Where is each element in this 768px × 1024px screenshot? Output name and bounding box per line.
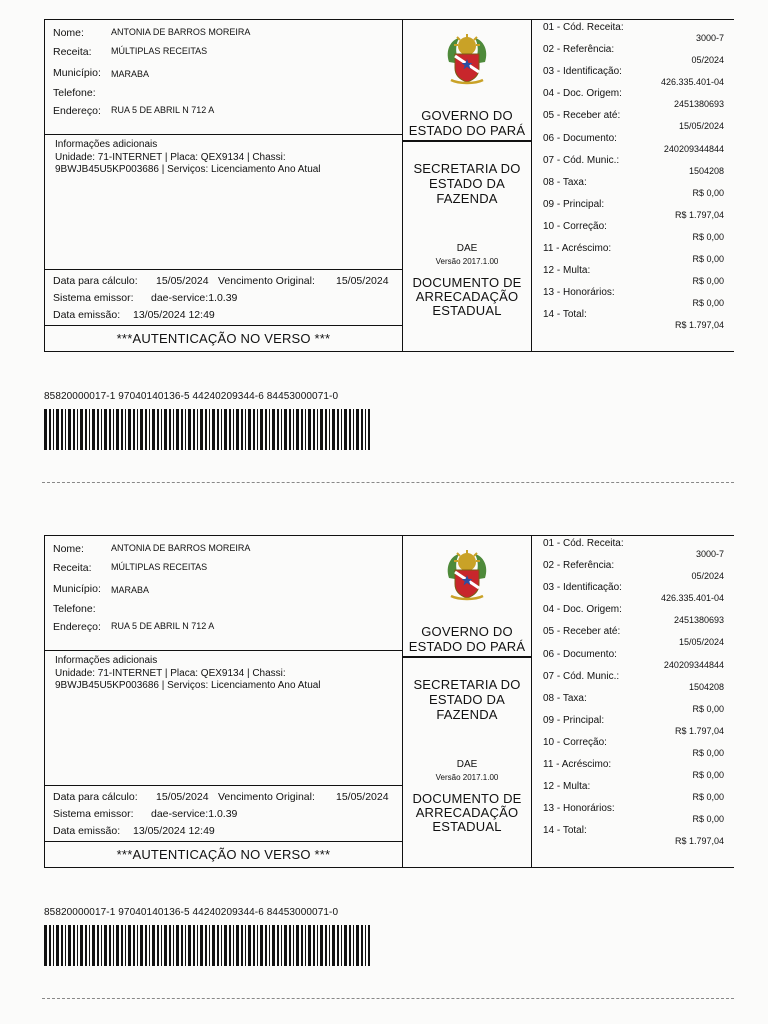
barcode-bar (101, 409, 102, 450)
barcode-bar (313, 409, 315, 450)
barcode-bar (248, 409, 251, 450)
municipio-label: Município: (53, 583, 101, 595)
municipio-label: Município: (53, 67, 101, 79)
info-line-1: Unidade: 71-INTERNET | Placa: QEX9134 | Chassi: (55, 152, 286, 163)
field-value: R$ 1.797,04 (674, 320, 724, 331)
dae-stub-top (0, 0, 768, 500)
field-value: 05/2024 (691, 571, 724, 582)
barcode-bar (109, 925, 111, 966)
endereco-value: RUA 5 DE ABRIL N 712 A (111, 105, 215, 115)
barcode-bar (269, 925, 270, 966)
barcode-bar (200, 409, 203, 450)
barcode-bar (80, 409, 83, 450)
barcode-bar (197, 925, 198, 966)
barcode-bar (85, 409, 87, 450)
barcode-bar (137, 409, 138, 450)
barcode-bar (133, 925, 135, 966)
nome-label: Nome: (53, 543, 84, 555)
barcode-bar (140, 925, 143, 966)
barcode-bar (205, 409, 207, 450)
field-value: R$ 1.797,04 (674, 209, 724, 220)
municipio-value: MARABA (111, 585, 150, 595)
barcode-bar (104, 409, 107, 450)
barcode-bar (152, 925, 155, 966)
barcode-bar (224, 925, 227, 966)
barcode-bar (128, 409, 131, 450)
info-line-2: 9BWJB45U5KP003686 | Serviços: Licenciamento Ano Atual (55, 164, 321, 175)
vencimento-value: 15/05/2024 (336, 275, 389, 287)
cut-line (42, 998, 734, 999)
field-label: 07 - Cód. Munic.: (543, 670, 620, 682)
telefone-label: Telefone: (53, 603, 96, 615)
barcode-bar (149, 925, 150, 966)
barcode-bar (253, 925, 255, 966)
barcode-bar (265, 925, 267, 966)
gov-line-1: GOVERNO DO (421, 108, 513, 123)
barcode-bar (161, 925, 162, 966)
barcode-bar (137, 925, 138, 966)
barcode-bar (161, 409, 162, 450)
field-value: R$ 0,00 (692, 814, 724, 825)
barcode-bar (113, 409, 114, 450)
barcode-bar (200, 925, 203, 966)
data-calculo-label: Data para cálculo: (53, 275, 138, 287)
barcode-bar (353, 925, 354, 966)
municipio-value: MARABA (111, 69, 150, 79)
barcode-bar (233, 925, 234, 966)
barcode-bar (313, 925, 315, 966)
barcode-bar (293, 409, 294, 450)
barcode-bar (176, 925, 179, 966)
barcode-bar (320, 925, 323, 966)
para-seal-icon (441, 32, 493, 86)
barcode-bar (281, 409, 282, 450)
barcode-bar (133, 409, 135, 450)
barcode-bar (253, 409, 255, 450)
field-value: R$ 0,00 (692, 792, 724, 803)
barcode-bar (308, 409, 311, 450)
field-value: 15/05/2024 (678, 121, 724, 132)
barcode-bar (53, 409, 54, 450)
para-seal-icon (441, 548, 493, 602)
barcode-bar (121, 925, 123, 966)
field-label: 02 - Referência: (543, 560, 615, 572)
field-label: 12 - Multa: (543, 265, 591, 277)
field-value: 1504208 (688, 165, 724, 176)
barcode-bar (65, 409, 66, 450)
barcode-bar (221, 409, 222, 450)
field-label: 13 - Honorários: (543, 803, 615, 815)
barcode-bar (89, 409, 90, 450)
barcode (44, 409, 370, 450)
field-value: R$ 0,00 (692, 770, 724, 780)
barcode-bar (193, 925, 195, 966)
field-value: 3000-7 (695, 549, 724, 559)
versao-label: Versão 2017.1.00 (435, 257, 499, 266)
barcode-bar (49, 925, 51, 966)
barcode-bar (149, 409, 150, 450)
barcode-bar (305, 409, 306, 450)
field-label: 01 - Cód. Receita: (543, 22, 624, 33)
barcode-bar (260, 409, 263, 450)
barcode-bar (365, 409, 366, 450)
barcode-bar (209, 409, 210, 450)
barcode-bar (344, 925, 347, 966)
barcode-bar (97, 409, 99, 450)
barcode-bar (296, 409, 299, 450)
barcode-bar (356, 925, 359, 966)
barcode-bar (269, 409, 270, 450)
sec-line-1: SECRETARIA DO (413, 161, 521, 176)
barcode-bar (212, 409, 215, 450)
barcode-bar (317, 925, 318, 966)
barcode-bar (173, 925, 174, 966)
barcode-bar (325, 925, 327, 966)
barcode-bar (241, 925, 243, 966)
barcode-bar (56, 409, 59, 450)
sec-line-3: FAZENDA (436, 707, 498, 722)
barcode-bar (65, 925, 66, 966)
barcode-bar (68, 925, 71, 966)
barcode-line: 85820000017-1 97040140136-5 44240209344-6 84453000071-0 (44, 907, 339, 918)
barcode-bar (125, 925, 126, 966)
barcode-bar (344, 409, 347, 450)
barcode-bar (281, 925, 282, 966)
barcode-bar (173, 409, 174, 450)
doc-line-1: DOCUMENTO DE (412, 791, 522, 806)
barcode-bar (341, 925, 342, 966)
field-label: 03 - Identificação: (543, 66, 622, 78)
field-value: R$ 0,00 (692, 298, 724, 309)
barcode-bar (205, 925, 207, 966)
field-value: 240209344844 (663, 143, 724, 154)
center-divider (402, 656, 532, 658)
field-label: 05 - Receber até: (543, 626, 621, 638)
barcode-bar (113, 925, 114, 966)
barcode-bar (53, 925, 54, 966)
dae-label: DAE (456, 243, 478, 254)
barcode-bar (116, 409, 119, 450)
barcode-bar (277, 925, 279, 966)
sec-line-3: FAZENDA (436, 191, 498, 206)
field-label: 14 - Total: (543, 825, 587, 837)
receita-value: MÚLTIPLAS RECEITAS (111, 562, 208, 572)
barcode-bar (353, 409, 354, 450)
barcode-bar (61, 925, 63, 966)
barcode-bar (356, 409, 359, 450)
field-value: 15/05/2024 (678, 637, 724, 648)
field-label: 08 - Taxa: (543, 692, 587, 704)
info-title: Informações adicionais (55, 655, 158, 666)
barcode-bar (157, 409, 159, 450)
barcode-bar (209, 925, 210, 966)
barcode-bar (49, 409, 51, 450)
barcode-bar (329, 409, 330, 450)
vencimento-label: Vencimento Original: (218, 275, 315, 287)
barcode-bar (128, 925, 131, 966)
sec-line-2: ESTADO DA (429, 176, 505, 191)
barcode-bar (236, 925, 239, 966)
field-label: 10 - Correção: (543, 220, 607, 232)
barcode-bar (301, 925, 303, 966)
barcode-bar (145, 409, 147, 450)
barcode-bar (217, 409, 219, 450)
barcode-bar (44, 925, 47, 966)
barcode (44, 925, 370, 966)
barcode-bar (305, 925, 306, 966)
barcode-bar (80, 925, 83, 966)
sistema-label: Sistema emissor: (53, 808, 134, 820)
barcode-bar (164, 409, 167, 450)
info-line-2: 9BWJB45U5KP003686 | Serviços: Licenciamento Ano Atual (55, 680, 321, 691)
doc-line-2: ARRECADAÇÃO (415, 805, 519, 820)
field-label: 13 - Honorários: (543, 287, 615, 299)
barcode-bar (349, 409, 351, 450)
barcode-bar (361, 925, 363, 966)
gov-line-1: GOVERNO DO (421, 624, 513, 639)
field-label: 02 - Referência: (543, 44, 615, 56)
endereco-label: Endereço: (53, 621, 101, 633)
barcode-bar (257, 409, 258, 450)
info-title: Informações adicionais (55, 139, 158, 150)
doc-line-3: ESTADUAL (432, 819, 502, 834)
field-label: 01 - Cód. Receita: (543, 538, 624, 549)
barcode-bar (320, 409, 323, 450)
emissao-label: Data emissão: (53, 309, 121, 321)
barcode-bar (221, 925, 222, 966)
field-value: 2451380693 (673, 615, 724, 626)
receita-label: Receita: (53, 46, 92, 58)
field-value: 1504208 (688, 681, 724, 692)
barcode-bar (365, 925, 366, 966)
barcode-bar (77, 409, 78, 450)
telefone-label: Telefone: (53, 87, 96, 99)
barcode-bar (101, 925, 102, 966)
field-label: 09 - Principal: (543, 714, 605, 726)
barcode-bar (152, 409, 155, 450)
sistema-value: dae-service:1.0.39 (151, 292, 238, 304)
field-value: 426.335.401-04 (660, 593, 724, 604)
barcode-bar (61, 409, 63, 450)
barcode-bar (368, 925, 370, 966)
field-label: 07 - Cód. Munic.: (543, 154, 620, 166)
auth-text: ***AUTENTICAÇÃO NO VERSO *** (116, 331, 331, 346)
barcode-bar (337, 925, 339, 966)
data-calculo-label: Data para cálculo: (53, 791, 138, 803)
barcode-bar (317, 409, 318, 450)
field-value: 2451380693 (673, 99, 724, 110)
barcode-bar (265, 409, 267, 450)
barcode-bar (73, 925, 75, 966)
barcode-bar (301, 409, 303, 450)
barcode-bar (245, 925, 246, 966)
field-value: 05/2024 (691, 55, 724, 66)
auth-text: ***AUTENTICAÇÃO NO VERSO *** (116, 847, 331, 862)
barcode-bar (188, 925, 191, 966)
barcode-bar (293, 925, 294, 966)
field-label: 09 - Principal: (543, 198, 605, 210)
dae-stub-bottom (0, 516, 768, 1016)
field-value: 426.335.401-04 (660, 77, 724, 88)
barcode-bar (185, 409, 186, 450)
field-label: 14 - Total: (543, 309, 587, 321)
barcode-bar (89, 925, 90, 966)
barcode-bar (188, 409, 191, 450)
barcode-bar (329, 925, 330, 966)
barcode-bar (361, 409, 363, 450)
barcode-bar (197, 409, 198, 450)
barcode-bar (121, 409, 123, 450)
barcode-bar (193, 409, 195, 450)
barcode-bar (217, 925, 219, 966)
sec-line-1: SECRETARIA DO (413, 677, 521, 692)
barcode-bar (272, 925, 275, 966)
barcode-bar (233, 409, 234, 450)
barcode-bar (176, 409, 179, 450)
field-value: R$ 1.797,04 (674, 725, 724, 736)
barcode-bar (185, 925, 186, 966)
barcode-bar (257, 925, 258, 966)
field-value: R$ 0,00 (692, 254, 724, 264)
barcode-bar (212, 925, 215, 966)
field-label: 05 - Receber até: (543, 110, 621, 122)
info-line-1: Unidade: 71-INTERNET | Placa: QEX9134 | Chassi: (55, 668, 286, 679)
barcode-bar (116, 925, 119, 966)
doc-line-3: ESTADUAL (432, 303, 502, 318)
field-value: 240209344844 (663, 659, 724, 670)
barcode-bar (224, 409, 227, 450)
barcode-bar (145, 925, 147, 966)
field-label: 08 - Taxa: (543, 176, 587, 188)
barcode-bar (245, 409, 246, 450)
barcode-bar (341, 409, 342, 450)
sistema-label: Sistema emissor: (53, 292, 134, 304)
nome-value: ANTONIA DE BARROS MOREIRA (111, 27, 251, 37)
receita-label: Receita: (53, 562, 92, 574)
field-label: 04 - Doc. Origem: (543, 604, 622, 616)
barcode-bar (236, 409, 239, 450)
barcode-bar (229, 925, 231, 966)
barcode-bar (289, 409, 291, 450)
field-value: R$ 0,00 (692, 276, 724, 287)
barcode-bar (181, 925, 183, 966)
barcode-bar (260, 925, 263, 966)
cut-line (42, 482, 734, 483)
dae-label: DAE (456, 759, 478, 770)
barcode-bar (368, 409, 370, 450)
sistema-value: dae-service:1.0.39 (151, 808, 238, 820)
endereco-value: RUA 5 DE ABRIL N 712 A (111, 621, 215, 631)
barcode-bar (229, 409, 231, 450)
emissao-label: Data emissão: (53, 825, 121, 837)
barcode-bar (272, 409, 275, 450)
field-value: R$ 0,00 (692, 231, 724, 242)
field-value: 3000-7 (695, 33, 724, 43)
vencimento-label: Vencimento Original: (218, 791, 315, 803)
doc-line-1: DOCUMENTO DE (412, 275, 522, 290)
barcode-bar (77, 925, 78, 966)
field-value: R$ 1.797,04 (674, 836, 724, 847)
doc-line-2: ARRECADAÇÃO (415, 289, 519, 304)
barcode-bar (73, 409, 75, 450)
field-label: 12 - Multa: (543, 781, 591, 793)
barcode-bar (125, 409, 126, 450)
barcode-bar (92, 925, 95, 966)
field-label: 06 - Documento: (543, 648, 617, 660)
barcode-bar (277, 409, 279, 450)
field-value: R$ 0,00 (692, 187, 724, 198)
barcode-bar (296, 925, 299, 966)
nome-value: ANTONIA DE BARROS MOREIRA (111, 543, 251, 553)
field-label: 06 - Documento: (543, 132, 617, 144)
barcode-bar (248, 925, 251, 966)
barcode-bar (169, 409, 171, 450)
barcode-bar (337, 409, 339, 450)
barcode-bar (241, 409, 243, 450)
barcode-bar (349, 925, 351, 966)
center-divider (402, 140, 532, 142)
barcode-bar (56, 925, 59, 966)
barcode-bar (284, 409, 287, 450)
barcode-bar (181, 409, 183, 450)
barcode-bar (164, 925, 167, 966)
barcode-bar (325, 409, 327, 450)
field-label: 10 - Correção: (543, 736, 607, 748)
gov-line-2: ESTADO DO PARÁ (408, 123, 526, 138)
sec-line-2: ESTADO DA (429, 692, 505, 707)
field-value: R$ 0,00 (692, 703, 724, 714)
barcode-bar (44, 409, 47, 450)
gov-line-2: ESTADO DO PARÁ (408, 639, 526, 654)
barcode-bar (85, 925, 87, 966)
barcode-bar (169, 925, 171, 966)
emissao-value: 13/05/2024 12:49 (133, 309, 215, 321)
data-calculo-value: 15/05/2024 (156, 275, 209, 287)
barcode-bar (92, 409, 95, 450)
field-label: 03 - Identificação: (543, 582, 622, 594)
barcode-bar (109, 409, 111, 450)
barcode-bar (284, 925, 287, 966)
barcode-bar (157, 925, 159, 966)
receita-value: MÚLTIPLAS RECEITAS (111, 46, 208, 56)
barcode-bar (332, 925, 335, 966)
nome-label: Nome: (53, 27, 84, 39)
field-value: R$ 0,00 (692, 747, 724, 758)
data-calculo-value: 15/05/2024 (156, 791, 209, 803)
barcode-bar (332, 409, 335, 450)
barcode-line: 85820000017-1 97040140136-5 44240209344-6 84453000071-0 (44, 391, 339, 402)
barcode-bar (140, 409, 143, 450)
barcode-bar (308, 925, 311, 966)
endereco-label: Endereço: (53, 105, 101, 117)
barcode-bar (68, 409, 71, 450)
versao-label: Versão 2017.1.00 (435, 773, 499, 782)
barcode-bar (104, 925, 107, 966)
field-label: 04 - Doc. Origem: (543, 88, 622, 100)
field-label: 11 - Acréscimo: (543, 759, 612, 770)
emissao-value: 13/05/2024 12:49 (133, 825, 215, 837)
field-label: 11 - Acréscimo: (543, 243, 612, 254)
vencimento-value: 15/05/2024 (336, 791, 389, 803)
barcode-bar (97, 925, 99, 966)
barcode-bar (289, 925, 291, 966)
